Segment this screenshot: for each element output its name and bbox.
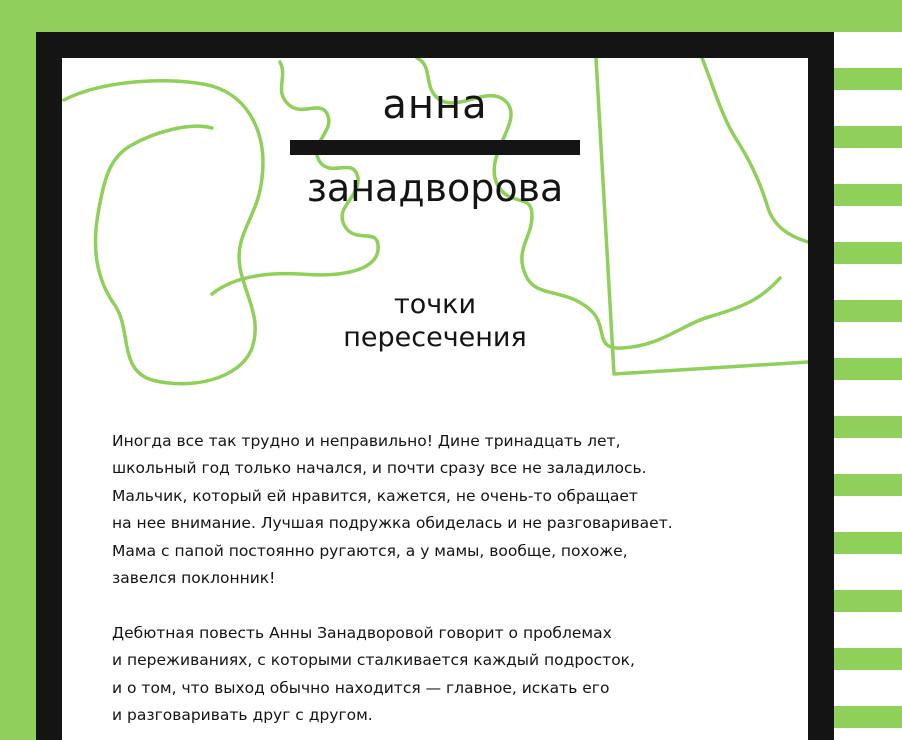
blurb-line: завелся поклонник! [112,569,276,588]
blurb-paragraph-1 [112,428,792,592]
blurb-line: Мама с папой постоянно ругаются, а у мамы, вообще, похоже, [112,541,628,560]
blurb-line: школьный год только начался, и почти сразу все не заладилось. [112,459,647,478]
blurb-paragraph-2 [112,620,792,730]
author-last-name: занадворова [306,166,564,210]
striped-border [834,32,902,740]
blurb-line: и о том, что выход обычно находится — главное, искать его [112,678,610,697]
title-line: пересечения [343,322,527,353]
doodle-blob-left [64,81,263,384]
blurb-line: и переживаниях, с которыми сталкивается каждый подросток, [112,651,635,670]
author-divider [290,140,580,155]
cover-page [62,58,808,740]
blurb-line: Дебютная повесть Анны Занадворовой говорит о проблемах [112,624,612,642]
title-line: точки [393,289,477,320]
blurb-line: Мальчик, который ей нравится, кажется, не очень-то обращает [112,486,638,505]
doodle-outline-right [596,58,808,374]
blurb-line: на нее внимание. Лучшая подружка обиделась и не разговаривает. [112,514,673,533]
blurb-line: Иногда все так трудно и неправильно! Дине тринадцать лет, [112,432,621,450]
blurb-line: и разговаривать друг с другом. [112,706,373,725]
book-title [290,288,580,354]
author-first-name: анна [382,82,488,128]
